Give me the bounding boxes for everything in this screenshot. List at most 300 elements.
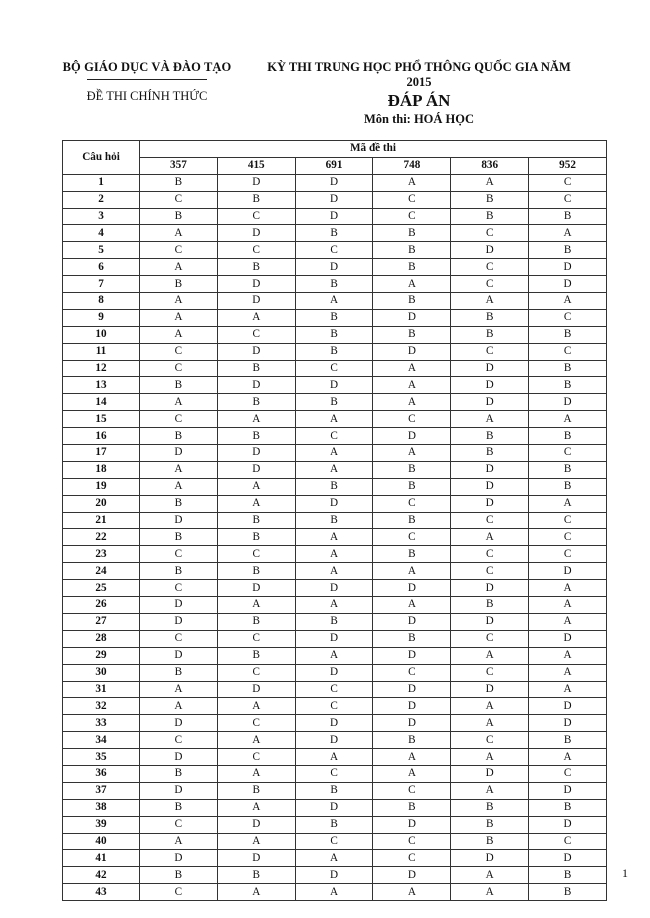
answer-cell: D [529, 816, 607, 833]
answer-cell: B [373, 630, 451, 647]
table-row [63, 461, 607, 478]
answer-cell: C [451, 225, 529, 242]
table-row [63, 242, 607, 259]
answer-cell: B [451, 208, 529, 225]
table-row [63, 732, 607, 749]
answer-cell: C [217, 630, 295, 647]
answer-cell: C [140, 411, 218, 428]
answer-cell: C [140, 630, 218, 647]
answer-cell: B [140, 377, 218, 394]
answer-cell: B [295, 816, 373, 833]
answer-cell: C [529, 765, 607, 782]
question-number: 33 [63, 715, 140, 732]
table-row [63, 445, 607, 462]
answer-cell: D [217, 276, 295, 293]
answer-cell: C [140, 343, 218, 360]
question-number: 25 [63, 580, 140, 597]
question-number: 35 [63, 749, 140, 766]
table-row [63, 867, 607, 884]
answer-cell: C [295, 698, 373, 715]
answer-cell: A [529, 664, 607, 681]
answer-cell: C [140, 580, 218, 597]
question-number: 40 [63, 833, 140, 850]
answer-cell: D [529, 715, 607, 732]
answer-cell: D [295, 867, 373, 884]
answer-cell: A [217, 411, 295, 428]
answer-cell: A [295, 884, 373, 901]
answer-cell: B [451, 428, 529, 445]
answer-cell: A [295, 647, 373, 664]
answer-cell: B [295, 394, 373, 411]
answer-cell: A [373, 276, 451, 293]
table-row [63, 377, 607, 394]
answer-cell: D [295, 191, 373, 208]
answer-cell: A [140, 698, 218, 715]
answer-cell: A [373, 597, 451, 614]
answer-cell: C [217, 749, 295, 766]
table-row [63, 512, 607, 529]
answer-cell: C [217, 715, 295, 732]
answer-cell: B [140, 276, 218, 293]
answer-cell: C [529, 546, 607, 563]
answer-cell: A [529, 647, 607, 664]
question-number: 24 [63, 563, 140, 580]
answer-cell: A [529, 597, 607, 614]
answer-cell: C [373, 782, 451, 799]
answer-cell: C [529, 174, 607, 191]
answer-cell: C [295, 428, 373, 445]
answer-cell: A [529, 580, 607, 597]
ministry-name: BỘ GIÁO DỤC VÀ ĐÀO TẠO [62, 60, 232, 74]
answer-cell: C [529, 343, 607, 360]
answer-cell: D [373, 698, 451, 715]
answer-cell: D [373, 343, 451, 360]
answer-cell: D [217, 377, 295, 394]
answer-cell: A [140, 681, 218, 698]
question-number: 13 [63, 377, 140, 394]
answer-cell: D [295, 799, 373, 816]
question-number: 11 [63, 343, 140, 360]
table-row [63, 478, 607, 495]
answer-cell: A [140, 259, 218, 276]
answer-cell: A [217, 495, 295, 512]
answer-cell: B [217, 512, 295, 529]
exam-code-cell: 952 [529, 157, 607, 174]
answer-cell: A [451, 867, 529, 884]
table-row [63, 715, 607, 732]
answer-cell: B [140, 799, 218, 816]
table-row [63, 529, 607, 546]
answer-cell: B [373, 293, 451, 310]
answer-cell: D [451, 478, 529, 495]
answer-cell: C [451, 512, 529, 529]
answer-cell: D [529, 276, 607, 293]
answer-cell: B [140, 563, 218, 580]
question-number: 3 [63, 208, 140, 225]
answer-cell: D [140, 782, 218, 799]
answer-cell: B [373, 326, 451, 343]
answer-cell: D [451, 360, 529, 377]
table-row [63, 597, 607, 614]
answer-cell: A [529, 225, 607, 242]
answer-cell: D [140, 850, 218, 867]
question-number: 38 [63, 799, 140, 816]
answer-cell: B [295, 782, 373, 799]
question-number: 39 [63, 816, 140, 833]
answer-cell: B [529, 799, 607, 816]
answer-cell: B [140, 867, 218, 884]
answer-cell: C [295, 360, 373, 377]
answer-cell: A [217, 698, 295, 715]
answer-cell: B [529, 478, 607, 495]
question-number: 29 [63, 647, 140, 664]
answer-cell: A [140, 478, 218, 495]
answer-cell: C [451, 546, 529, 563]
answer-cell: D [295, 732, 373, 749]
answer-cell: B [140, 208, 218, 225]
table-row [63, 259, 607, 276]
answer-cell: A [295, 529, 373, 546]
answer-cell: B [140, 428, 218, 445]
answer-cell: D [217, 681, 295, 698]
answer-cell: A [529, 293, 607, 310]
question-number: 8 [63, 293, 140, 310]
exam-codes-row [63, 157, 607, 174]
answer-cell: D [529, 259, 607, 276]
answer-cell: B [529, 242, 607, 259]
answer-cell: D [451, 580, 529, 597]
answer-cell: B [217, 191, 295, 208]
answer-cell: B [373, 259, 451, 276]
answer-cell: D [295, 664, 373, 681]
answer-cell: A [217, 309, 295, 326]
answer-cell: D [373, 613, 451, 630]
table-header-row [63, 141, 607, 158]
answer-cell: A [217, 478, 295, 495]
answer-cell: B [217, 360, 295, 377]
table-row [63, 681, 607, 698]
question-number: 34 [63, 732, 140, 749]
answer-cell: B [295, 309, 373, 326]
exam-code-cell: 357 [140, 157, 218, 174]
answer-cell: A [373, 884, 451, 901]
answer-cell: A [529, 411, 607, 428]
answer-cell: D [451, 461, 529, 478]
answer-cell: C [451, 664, 529, 681]
answer-cell: D [295, 208, 373, 225]
answer-cell: B [451, 445, 529, 462]
table-row [63, 799, 607, 816]
answer-cell: A [451, 749, 529, 766]
answer-cell: A [451, 884, 529, 901]
document-title: ĐÁP ÁN [387, 91, 451, 110]
answer-cell: D [373, 715, 451, 732]
answer-cell: A [451, 174, 529, 191]
table-row [63, 613, 607, 630]
answer-cell: A [140, 461, 218, 478]
question-number: 43 [63, 884, 140, 901]
answer-cell: D [373, 428, 451, 445]
exam-header [254, 60, 584, 127]
answer-cell: D [451, 495, 529, 512]
answer-cell: A [140, 225, 218, 242]
answer-cell: B [373, 546, 451, 563]
answer-cell: A [295, 445, 373, 462]
answer-cell: A [529, 613, 607, 630]
table-row [63, 309, 607, 326]
answer-cell: D [451, 242, 529, 259]
table-row [63, 343, 607, 360]
answer-cell: C [451, 259, 529, 276]
answer-cell: C [140, 242, 218, 259]
question-number: 18 [63, 461, 140, 478]
question-number: 15 [63, 411, 140, 428]
answer-cell: D [451, 377, 529, 394]
answer-cell: B [373, 461, 451, 478]
answer-cell: C [373, 208, 451, 225]
question-column-header: Câu hỏi [63, 141, 140, 175]
question-number: 9 [63, 309, 140, 326]
table-row [63, 428, 607, 445]
answer-cell: B [217, 867, 295, 884]
answer-cell: A [140, 394, 218, 411]
answer-cell: B [529, 208, 607, 225]
answer-cell: A [217, 765, 295, 782]
question-number: 5 [63, 242, 140, 259]
answer-cell: C [451, 276, 529, 293]
question-number: 17 [63, 445, 140, 462]
answer-cell: A [140, 326, 218, 343]
answer-cell: A [373, 360, 451, 377]
answer-cell: C [295, 242, 373, 259]
table-row [63, 884, 607, 901]
answer-cell: B [529, 461, 607, 478]
answer-cell: C [295, 765, 373, 782]
answer-cell: B [140, 495, 218, 512]
exam-code-header: Mã đề thi [140, 141, 607, 158]
answer-cell: C [217, 664, 295, 681]
answer-cell: B [529, 732, 607, 749]
answer-cell: B [295, 343, 373, 360]
answer-cell: B [140, 765, 218, 782]
answer-cell: D [373, 681, 451, 698]
answer-cell: A [373, 394, 451, 411]
answer-cell: A [373, 377, 451, 394]
question-number: 21 [63, 512, 140, 529]
answer-cell: B [295, 613, 373, 630]
question-number: 36 [63, 765, 140, 782]
answer-cell: C [451, 630, 529, 647]
table-row [63, 293, 607, 310]
answer-cell: C [451, 563, 529, 580]
question-number: 31 [63, 681, 140, 698]
answer-cell: D [140, 597, 218, 614]
answer-cell: C [373, 833, 451, 850]
answer-cell: C [140, 884, 218, 901]
answer-cell: A [295, 749, 373, 766]
answer-cell: D [451, 681, 529, 698]
answer-cell: B [217, 563, 295, 580]
answer-cell: D [529, 698, 607, 715]
answer-cell: D [295, 630, 373, 647]
answer-cell: B [451, 326, 529, 343]
table-row [63, 630, 607, 647]
question-number: 22 [63, 529, 140, 546]
answer-cell: D [529, 630, 607, 647]
answer-cell: B [217, 647, 295, 664]
answer-cell: B [295, 478, 373, 495]
answer-cell: C [529, 445, 607, 462]
answer-cell: A [373, 765, 451, 782]
answer-cell: C [529, 191, 607, 208]
question-number: 30 [63, 664, 140, 681]
answer-cell: A [140, 293, 218, 310]
question-number: 10 [63, 326, 140, 343]
answer-cell: C [217, 208, 295, 225]
question-number: 4 [63, 225, 140, 242]
answer-key-table [62, 140, 607, 901]
answer-cell: D [217, 461, 295, 478]
table-row [63, 698, 607, 715]
answer-cell: B [529, 884, 607, 901]
answer-cell: A [373, 174, 451, 191]
answer-cell: D [373, 867, 451, 884]
table-row [63, 326, 607, 343]
answers-body [63, 174, 607, 900]
answer-cell: D [373, 580, 451, 597]
table-row [63, 765, 607, 782]
answer-cell: B [451, 309, 529, 326]
table-row [63, 664, 607, 681]
answer-cell: B [451, 191, 529, 208]
answer-cell: C [529, 512, 607, 529]
table-row [63, 647, 607, 664]
answer-cell: D [451, 765, 529, 782]
answer-cell: D [529, 850, 607, 867]
table-row [63, 580, 607, 597]
answer-cell: A [217, 799, 295, 816]
answer-cell: C [140, 732, 218, 749]
answer-cell: B [217, 394, 295, 411]
answer-cell: B [529, 377, 607, 394]
answer-cell: B [529, 867, 607, 884]
table-row [63, 360, 607, 377]
answer-cell: C [295, 833, 373, 850]
answer-cell: D [217, 816, 295, 833]
question-number: 19 [63, 478, 140, 495]
page-number: 1 [622, 866, 628, 880]
question-number: 14 [63, 394, 140, 411]
answer-cell: C [529, 833, 607, 850]
table-row [63, 782, 607, 799]
answer-cell: A [295, 597, 373, 614]
answer-cell: B [529, 428, 607, 445]
table-row [63, 546, 607, 563]
answer-cell: B [451, 597, 529, 614]
table-row [63, 816, 607, 833]
answer-cell: D [529, 394, 607, 411]
answer-cell: B [451, 799, 529, 816]
answer-cell: B [373, 799, 451, 816]
answer-cell: C [373, 529, 451, 546]
answer-cell: A [140, 833, 218, 850]
answer-cell: C [373, 664, 451, 681]
answer-cell: C [373, 495, 451, 512]
exam-code-cell: 691 [295, 157, 373, 174]
exam-code-cell: 748 [373, 157, 451, 174]
answer-cell: D [217, 850, 295, 867]
question-number: 6 [63, 259, 140, 276]
answer-cell: C [451, 343, 529, 360]
answer-cell: B [140, 174, 218, 191]
question-number: 2 [63, 191, 140, 208]
answer-cell: A [451, 698, 529, 715]
answer-cell: D [451, 394, 529, 411]
answer-cell: D [140, 749, 218, 766]
answer-cell: B [295, 276, 373, 293]
answer-cell: B [451, 816, 529, 833]
answer-cell: A [140, 309, 218, 326]
answer-cell: A [217, 884, 295, 901]
answer-cell: B [217, 613, 295, 630]
answer-cell: C [373, 850, 451, 867]
question-number: 37 [63, 782, 140, 799]
answer-cell: B [295, 225, 373, 242]
answer-cell: A [373, 563, 451, 580]
answer-cell: A [529, 681, 607, 698]
answer-cell: D [140, 445, 218, 462]
table-row [63, 208, 607, 225]
answer-cell: A [451, 782, 529, 799]
answer-cell: A [295, 850, 373, 867]
answer-cell: A [529, 749, 607, 766]
answer-cell: A [295, 411, 373, 428]
subject-label: Môn thi: HOÁ HỌC [363, 112, 475, 126]
answer-cell: D [295, 580, 373, 597]
answer-cell: C [529, 309, 607, 326]
answer-cell: B [451, 833, 529, 850]
answer-cell: B [373, 732, 451, 749]
answer-cell: D [295, 715, 373, 732]
exam-code-cell: 836 [451, 157, 529, 174]
answer-cell: B [295, 512, 373, 529]
question-number: 42 [63, 867, 140, 884]
answer-cell: D [295, 377, 373, 394]
answer-cell: A [451, 411, 529, 428]
table-row [63, 191, 607, 208]
answer-cell: B [295, 326, 373, 343]
answer-cell: D [529, 782, 607, 799]
exam-title: KỲ THI TRUNG HỌC PHỔ THÔNG QUỐC GIA NĂM 2015 [267, 60, 571, 89]
answer-cell: B [217, 529, 295, 546]
table-row [63, 411, 607, 428]
answer-cell: A [217, 597, 295, 614]
answer-cell: A [373, 749, 451, 766]
answer-cell: C [373, 191, 451, 208]
answer-cell: D [140, 613, 218, 630]
answer-cell: D [295, 259, 373, 276]
answer-cell: D [529, 563, 607, 580]
answer-cell: C [217, 326, 295, 343]
answer-cell: A [451, 715, 529, 732]
answer-cell: B [529, 360, 607, 377]
answer-cell: D [140, 647, 218, 664]
answer-cell: A [451, 529, 529, 546]
answer-cell: A [295, 293, 373, 310]
answer-cell: B [529, 326, 607, 343]
answer-cell: C [217, 242, 295, 259]
answer-cell: C [140, 360, 218, 377]
